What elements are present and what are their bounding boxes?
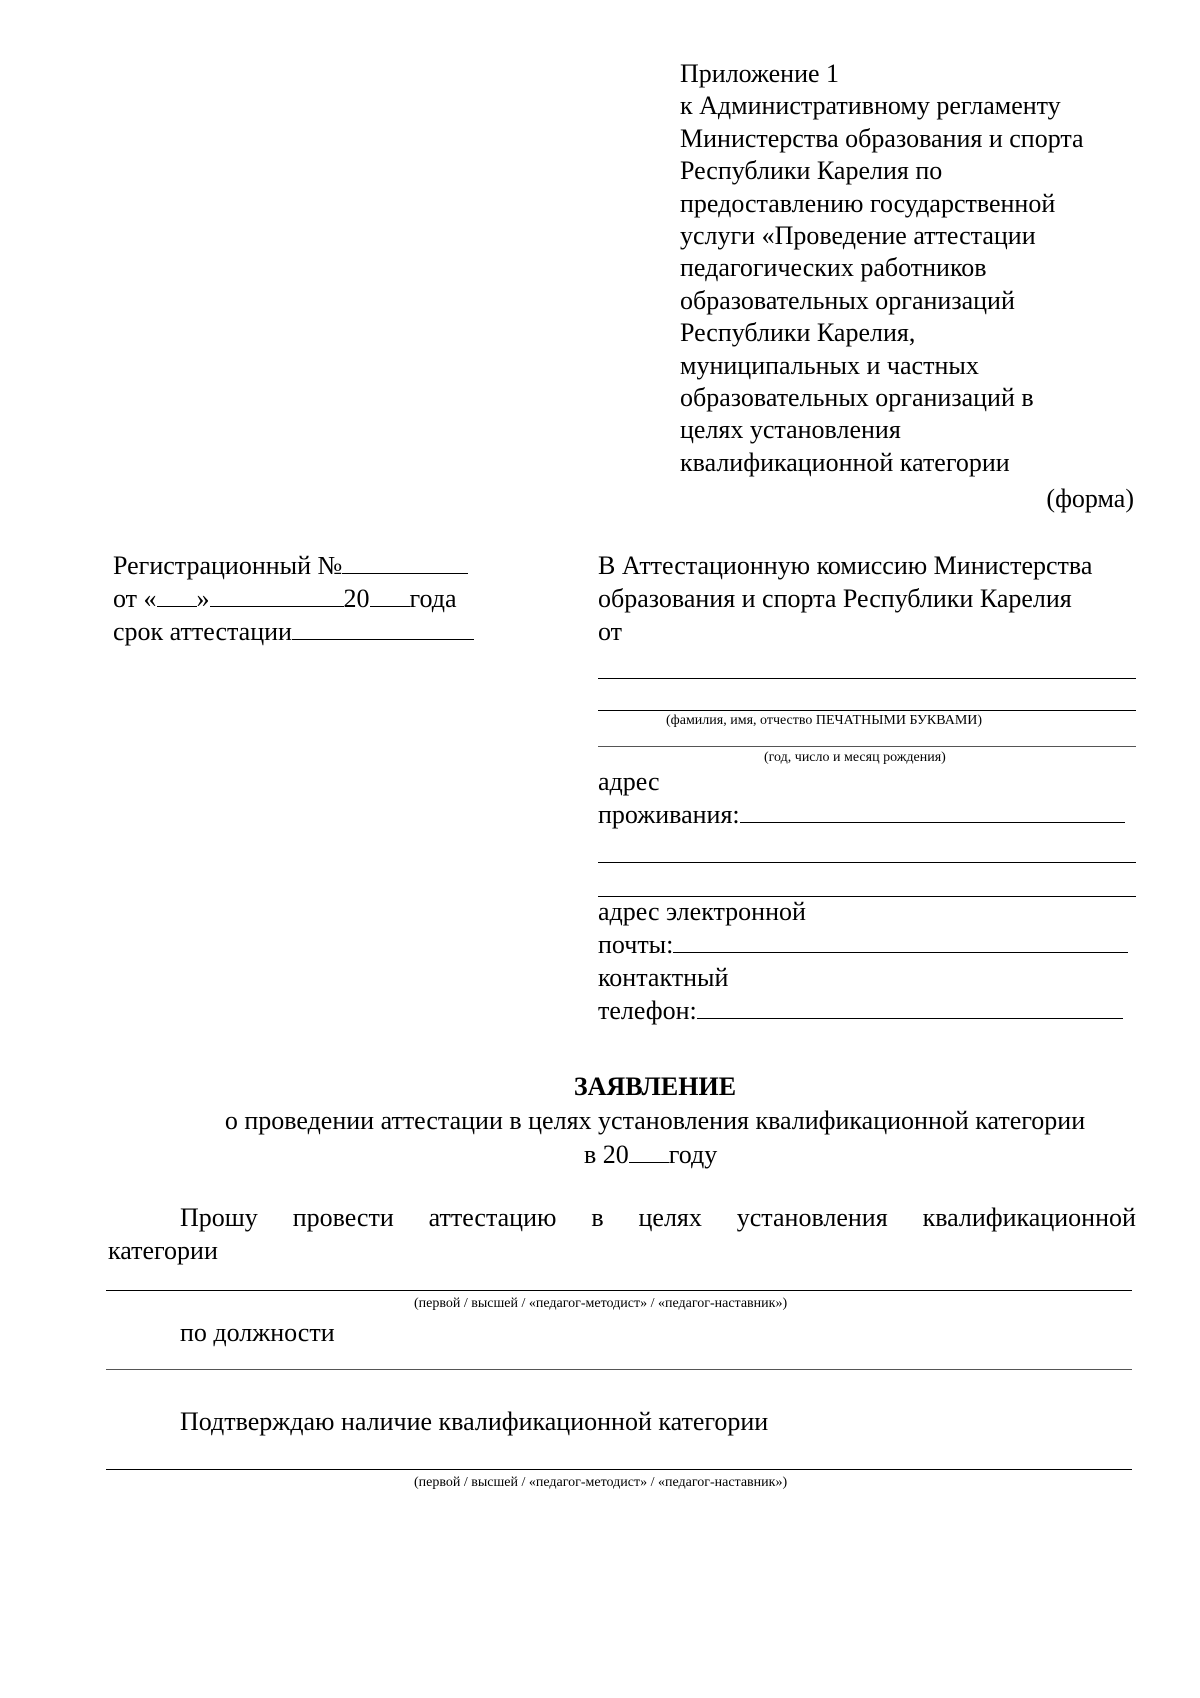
confirm-hint: (первой / высшей / «педагог-методист» / «педагог-наставник») — [414, 1475, 788, 1490]
appendix-line: Министерства образования и спорта — [680, 123, 1084, 153]
request-word: провести — [292, 1203, 394, 1232]
appendix-line: предоставлению государственной — [680, 188, 1056, 218]
appendix-line: услуги «Проведение аттестации — [680, 220, 1036, 250]
request-word: целях — [638, 1203, 702, 1232]
email-label-row — [598, 930, 1128, 960]
registration-date-row — [113, 584, 457, 614]
appendix-line: Республики Карелия, — [680, 318, 916, 348]
addressee-line-1: В Аттестационную комиссию Министерства — [598, 551, 1093, 580]
category-field[interactable] — [106, 1290, 1132, 1291]
appendix-line: муниципальных и частных — [680, 350, 979, 380]
address-field-2[interactable] — [598, 862, 1136, 863]
birth-hint: (год, число и месяц рождения) — [764, 750, 946, 765]
appendix-line: образовательных организаций — [680, 285, 1015, 315]
request-line-2: категории — [108, 1236, 218, 1265]
statement-year-prefix: в 20 — [584, 1140, 629, 1169]
appendix-line: целях установления — [680, 415, 901, 445]
date-quote-close: » — [196, 584, 210, 613]
request-word: в — [591, 1203, 604, 1232]
date-year-suffix: года — [409, 584, 457, 613]
addressee-from: от — [598, 617, 623, 646]
position-field[interactable] — [106, 1369, 1132, 1370]
attestation-term-label: срок аттестации — [113, 617, 292, 646]
phone-label-row — [598, 996, 1123, 1026]
appendix-line: педагогических работников — [680, 253, 987, 283]
appendix-line: Приложение 1 — [680, 59, 840, 88]
request-word: установления — [736, 1203, 888, 1232]
appendix-line: образовательных организаций в — [680, 382, 1034, 412]
addressee-line-2: образования и спорта Республики Карелия — [598, 584, 1072, 613]
date-month-field[interactable] — [210, 584, 344, 607]
address-label-row — [598, 800, 1125, 830]
email-label-1: адрес электронной — [598, 897, 806, 926]
phone-field[interactable] — [697, 996, 1123, 1019]
request-word: квалификационной — [922, 1203, 1136, 1232]
email-label-2: почты: — [598, 930, 674, 959]
applicant-name-field-2[interactable] — [598, 710, 1136, 711]
name-hint: (фамилия, имя, отчество ПЕЧАТНЫМИ БУКВАМИ) — [666, 713, 983, 728]
appendix-line: к Административному регламенту — [680, 91, 1061, 121]
phone-label-2: телефон: — [598, 996, 697, 1025]
appendix-line: квалификационной категории — [680, 447, 1010, 477]
category-hint: (первой / высшей / «педагог-методист» / «педагог-наставник») — [414, 1296, 788, 1311]
address-field-1[interactable] — [740, 800, 1125, 823]
attestation-term-row — [113, 617, 474, 647]
statement-year-field[interactable] — [629, 1140, 669, 1163]
statement-subtitle: о проведении аттестации в целях установления квалификационной категории — [224, 1106, 1086, 1135]
address-label-1: адрес — [598, 767, 660, 796]
phone-label-1: контактный — [598, 963, 729, 992]
appendix-block — [680, 58, 1084, 479]
statement-year-row — [584, 1140, 717, 1170]
registration-number-field[interactable] — [342, 551, 468, 574]
date-year-field[interactable] — [370, 584, 410, 607]
request-line-1 — [180, 1203, 1136, 1233]
applicant-name-field-1[interactable] — [598, 678, 1136, 679]
email-field[interactable] — [673, 930, 1128, 953]
attestation-term-field[interactable] — [292, 617, 474, 640]
date-day-field[interactable] — [157, 584, 197, 607]
confirm-label: Подтверждаю наличие квалификационной категории — [180, 1407, 769, 1436]
statement-year-suffix: году — [668, 1140, 718, 1169]
request-word: Прошу — [180, 1203, 258, 1232]
birth-date-field[interactable] — [598, 746, 1136, 747]
appendix-line: Республики Карелия по — [680, 156, 943, 186]
form-label: (форма) — [1046, 484, 1134, 513]
registration-number-label: Регистрационный № — [113, 551, 343, 580]
position-label: по должности — [180, 1318, 335, 1347]
confirm-category-field[interactable] — [106, 1469, 1132, 1470]
address-label-2: проживания: — [598, 800, 740, 829]
date-from-label: от « — [113, 584, 157, 613]
request-word: аттестацию — [428, 1203, 557, 1232]
statement-title: ЗАЯВЛЕНИЕ — [573, 1072, 737, 1101]
date-year-prefix: 20 — [343, 584, 370, 613]
registration-number-row — [113, 551, 468, 581]
